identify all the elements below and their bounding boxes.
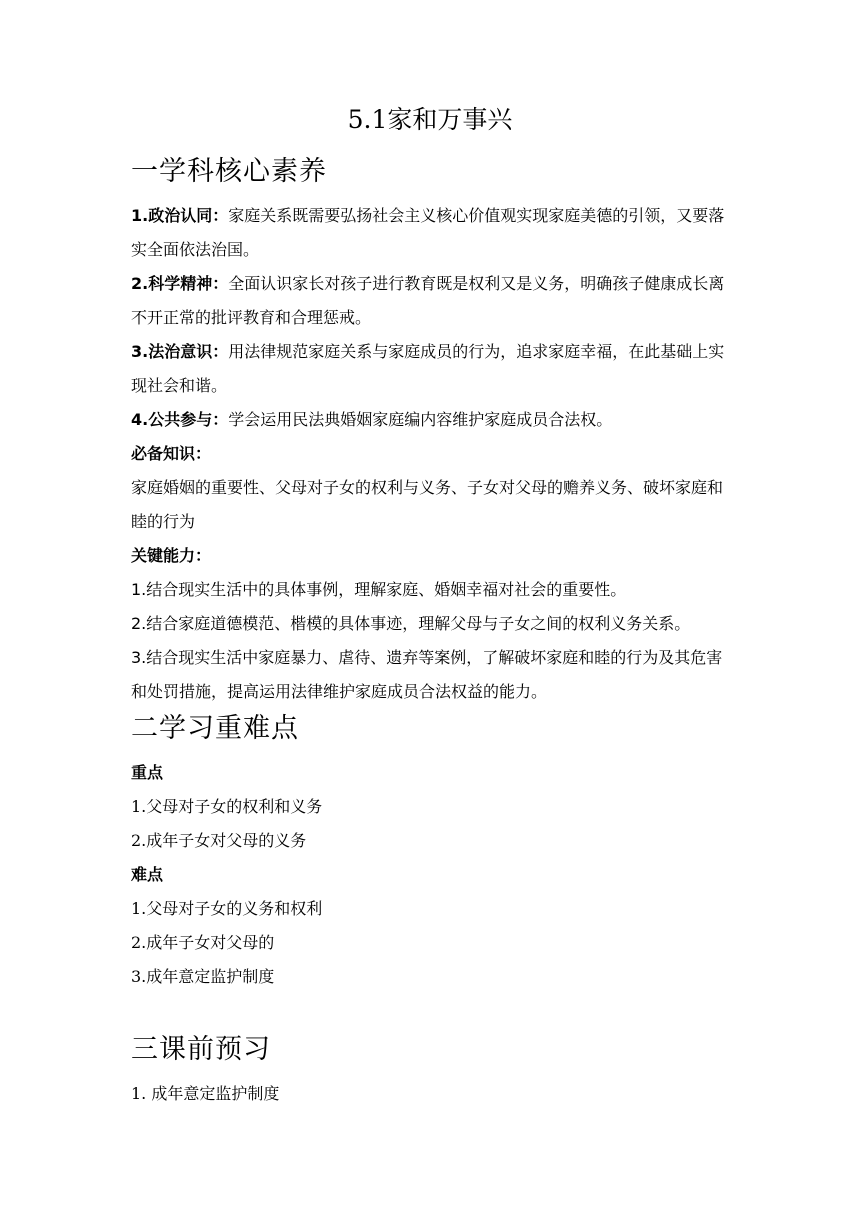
- difficult-point-2: 2.成年子女对父母的: [131, 933, 275, 952]
- literacy-item-2-text: 全面认识家长对孩子进行教育既是权利又是义务，明确孩子健康成长离不开正常的批评教育和合理惩戒。: [131, 274, 725, 327]
- ability-item-2: 2.结合家庭道德模范、楷模的具体事迹，理解父母与子女之间的权利义务关系。: [131, 614, 691, 633]
- section-1-heading: 一学科核心素养: [131, 156, 327, 187]
- key-point-2: 2.成年子女对父母的义务: [131, 831, 307, 850]
- ability-label: [131, 539, 735, 573]
- literacy-item-1-text: 家庭关系既需要弘扬社会主义核心价值观实现家庭美德的引领，又要落实全面依法治国。: [131, 206, 725, 259]
- literacy-item-4-text: 学会运用民法典婚姻家庭编内容维护家庭成员合法权。: [228, 410, 613, 429]
- key-points-label: [131, 756, 735, 790]
- ability-item-1: 1.结合现实生活中的具体事例，理解家庭、婚姻幸福对社会的重要性。: [131, 580, 627, 599]
- literacy-item-2-label: 2.科学精神：: [131, 274, 229, 293]
- preview-item-1: 1. 成年意定监护制度: [131, 1084, 280, 1103]
- difficult-point-3: 3.成年意定监护制度: [131, 967, 275, 986]
- difficult-points-label: [131, 858, 735, 892]
- literacy-item-3-label: 3.法治意识：: [131, 342, 229, 361]
- knowledge-label-text: 必备知识：: [131, 444, 212, 463]
- section-3-heading: 三课前预习: [131, 1034, 271, 1065]
- knowledge-label: [131, 437, 735, 471]
- literacy-item-3-text: 用法律规范家庭关系与家庭成员的行为，追求家庭幸福，在此基础上实现社会和谐。: [131, 342, 725, 395]
- difficult-points-label-text: 难点: [131, 865, 164, 884]
- section-2-heading: 二学习重难点: [131, 713, 299, 744]
- literacy-item-1-label: 1.政治认同：: [131, 206, 229, 225]
- ability-item-3: 3.结合现实生活中家庭暴力、虐待、遗弃等案例，了解破坏家庭和睦的行为及其危害和处罚措施，提高运用法律维护家庭成员合法权益的能力。: [131, 648, 723, 701]
- document-title: 5.1家和万事兴: [347, 105, 513, 134]
- literacy-item-4-label: 4.公共参与：: [131, 410, 229, 429]
- knowledge-text: 家庭婚姻的重要性、父母对子女的权利与义务、子女对父母的赡养义务、破坏家庭和睦的行为: [131, 478, 724, 531]
- key-points-label-text: 重点: [131, 763, 164, 782]
- literacy-item-4: [131, 403, 735, 437]
- difficult-point-1: 1.父母对子女的义务和权利: [131, 899, 323, 918]
- key-point-1: 1.父母对子女的权利和义务: [131, 797, 323, 816]
- literacy-item-3: [131, 335, 735, 403]
- literacy-item-2: [131, 267, 735, 335]
- literacy-item-1: [131, 199, 735, 267]
- ability-label-text: 关键能力：: [131, 546, 212, 565]
